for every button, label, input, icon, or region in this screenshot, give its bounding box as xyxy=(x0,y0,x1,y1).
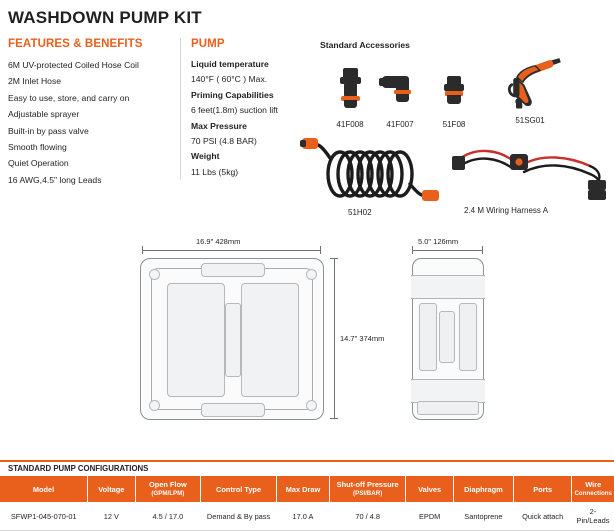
col-shutoff-pressure: Shut-off Pressure (PSI/BAR) xyxy=(329,476,406,502)
pump-spec-label: Priming Capabilities xyxy=(191,89,274,100)
pump-spec-label: Liquid temperature xyxy=(191,59,269,69)
coil-code-label: 51H02 xyxy=(348,208,372,217)
accessory-code: 51SG01 xyxy=(515,116,545,125)
plate-mount-hole xyxy=(306,400,317,411)
col-ports: Ports xyxy=(513,476,572,502)
short-fitting-icon xyxy=(434,62,474,118)
feature-item: 2M Inlet Hose xyxy=(8,76,62,87)
elbow-fitting-icon xyxy=(377,62,423,118)
dim-line-side-top xyxy=(412,250,482,251)
dim-tick xyxy=(412,246,413,254)
col-control-type: Control Type xyxy=(200,476,276,502)
pump-spec-value: 140°F ( 60°C ) Max. xyxy=(191,74,268,85)
harness-code-label: 2.4 M Wiring Harness A xyxy=(464,206,549,215)
dim-tick xyxy=(142,246,143,254)
straight-fitting-icon xyxy=(330,62,370,118)
features-column xyxy=(8,38,168,188)
accessory-51F08 xyxy=(432,62,476,129)
pump-top-view xyxy=(140,258,324,420)
cell-max-draw: 17.0 A xyxy=(277,502,330,531)
dim-tick xyxy=(330,258,338,259)
plate-mount-hole xyxy=(306,269,317,280)
cell-ports: Quick attach xyxy=(513,502,572,531)
page-title: WASHDOWN PUMP KIT xyxy=(8,8,202,27)
plate-port xyxy=(201,263,265,277)
cell-shutoff-pressure: 70 / 4.8 xyxy=(329,502,406,531)
dimension-side-height: 14.7" 374mm xyxy=(340,334,385,343)
dim-tick xyxy=(330,418,338,419)
cell-voltage: 12 V xyxy=(87,502,135,531)
col-open-flow: Open Flow (GPM/LPM) xyxy=(135,476,200,502)
pump-heading: PUMP xyxy=(191,38,225,50)
feature-item: Easy to use, store, and carry on xyxy=(8,92,130,103)
table-header-row xyxy=(0,476,614,502)
dim-line-top xyxy=(142,250,320,251)
side-foot xyxy=(417,401,479,415)
feature-item: 6M UV-protected Coiled Hose Coil xyxy=(8,60,139,70)
side-band xyxy=(411,275,485,299)
table-title: STANDARD PUMP CONFIGURATIONS xyxy=(8,464,149,473)
side-tab xyxy=(439,311,455,363)
pump-configurations-table xyxy=(0,476,614,531)
spray-gun-icon xyxy=(495,48,565,120)
dim-tick xyxy=(320,246,321,254)
table-row xyxy=(0,502,614,531)
coiled-hose-illustration xyxy=(300,136,450,217)
pump-spec-label: Max Pressure xyxy=(191,120,247,131)
plate-mount-hole xyxy=(149,269,160,280)
pump-column xyxy=(180,38,300,180)
feature-item: Built-in by pass valve xyxy=(8,125,89,136)
plate-slot xyxy=(167,283,225,397)
side-tab xyxy=(419,303,437,371)
accessory-51SG01 xyxy=(480,48,580,125)
pump-spec-value: 6 feet(1.8m) suction lift xyxy=(191,105,278,116)
col-wire-connections: Wire Connections xyxy=(572,476,614,502)
pump-spec-value: 11 Lbs (5kg) xyxy=(191,166,239,177)
accessory-code: 41F007 xyxy=(386,120,414,129)
features-heading: FEATURES & BENEFITS xyxy=(8,38,143,50)
side-band xyxy=(411,379,485,403)
accessories-heading: Standard Accessories xyxy=(320,40,410,50)
plate-slot xyxy=(241,283,299,397)
dimension-side-width: 5.0" 126mm xyxy=(418,237,459,246)
cell-model: SFWP1-045-070-01 xyxy=(0,502,87,531)
feature-item: Smooth flowing xyxy=(8,142,67,153)
cell-control-type: Demand & By pass xyxy=(200,502,276,531)
accessory-41F008 xyxy=(328,62,372,129)
cell-valves: EPDM xyxy=(406,502,453,531)
plate-mount-hole xyxy=(149,400,160,411)
dimension-top-width: 16.9" 428mm xyxy=(196,237,241,246)
accessory-code: 41F008 xyxy=(336,120,364,129)
col-model: Model xyxy=(0,476,87,502)
cell-open-flow: 4.5 / 17.0 xyxy=(135,502,200,531)
accessory-41F007 xyxy=(375,62,425,129)
pump-spec-label: Weight xyxy=(191,151,220,162)
cell-diaphragm: Santoprene xyxy=(453,502,513,531)
col-diaphragm: Diaphragm xyxy=(453,476,513,502)
side-tab xyxy=(459,303,477,371)
feature-item: 16 AWG,4.5" long Leads xyxy=(8,174,102,185)
col-max-draw: Max Draw xyxy=(277,476,330,502)
dim-tick xyxy=(482,246,483,254)
plate-port xyxy=(201,403,265,417)
wiring-harness-illustration xyxy=(450,140,610,215)
cell-wire-connections: 2-Pin/Leads xyxy=(572,502,614,531)
accessory-code: 51F08 xyxy=(442,120,466,129)
feature-item: Adjustable sprayer xyxy=(8,109,80,120)
dim-line-height xyxy=(334,258,335,418)
accessories-row xyxy=(320,56,610,136)
pump-spec-value: 70 PSI (4.8 BAR) xyxy=(191,136,257,147)
feature-item: Quiet Operation xyxy=(8,158,69,169)
plate-center-slot xyxy=(225,303,241,377)
col-voltage: Voltage xyxy=(87,476,135,502)
table-top-rule xyxy=(0,460,614,462)
col-valves: Valves xyxy=(406,476,453,502)
pump-side-view xyxy=(412,258,484,420)
